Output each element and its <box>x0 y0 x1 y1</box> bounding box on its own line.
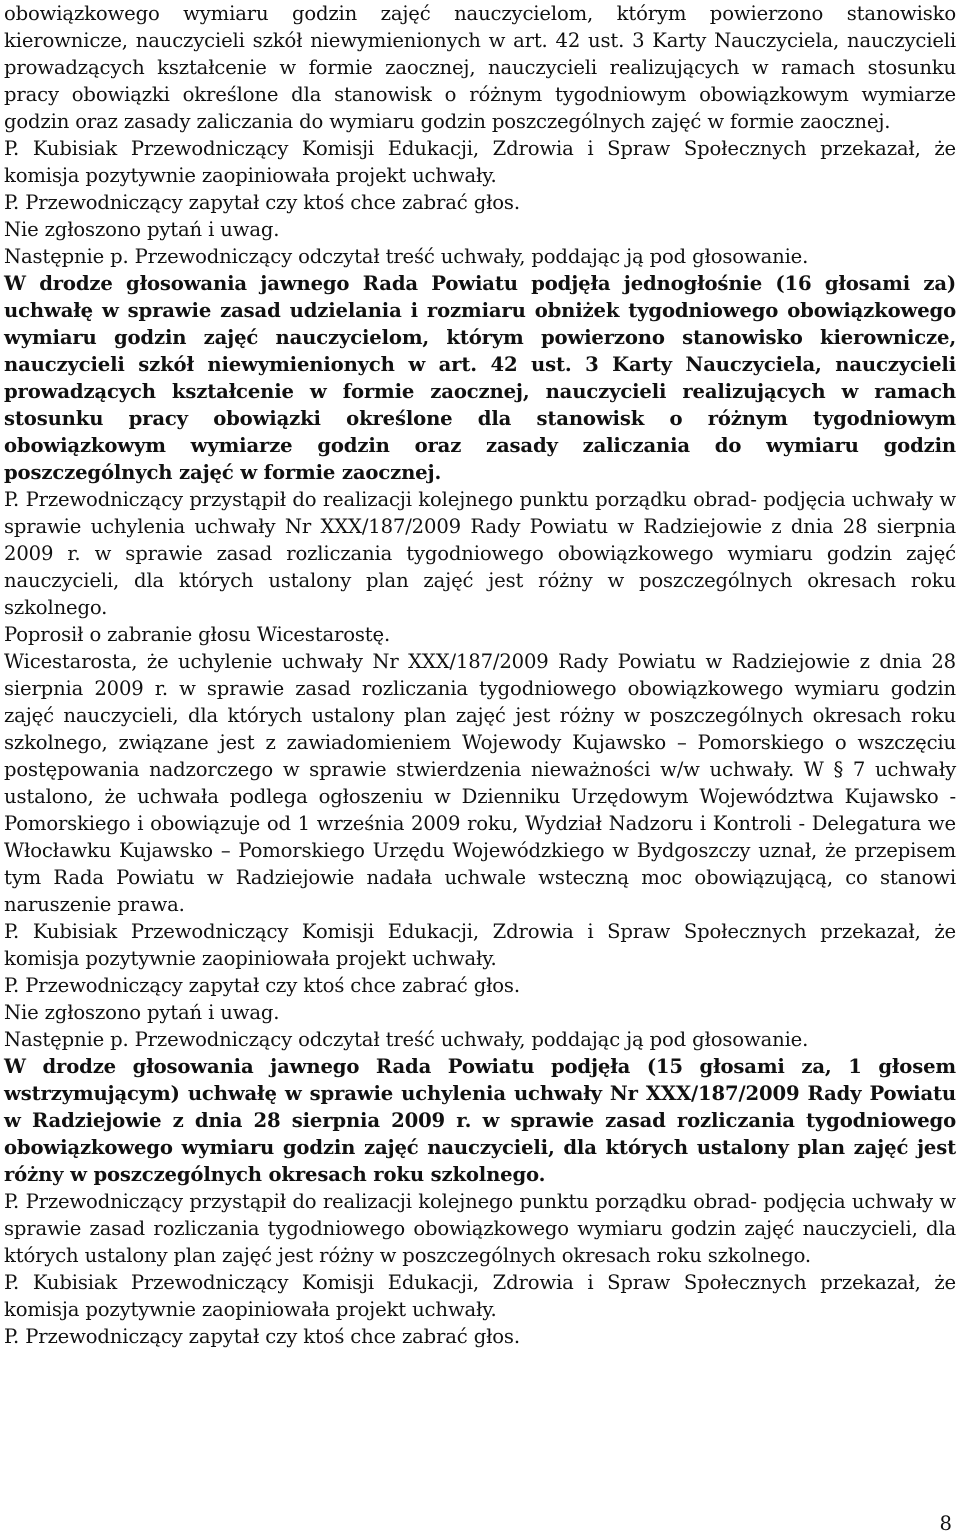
page-number: 8 <box>939 1512 952 1535</box>
document-page <box>4 0 956 1350</box>
resolution-paragraph-2: W drodze głosowania jawnego Rada Powiatu podjęła (15 głosami za, 1 głosem wstrzymującym) uchwałę w sprawie uchylenia uchwały Nr XXX/187/2009 Rady Powiatu w Radziejowie z dnia 28 sierpnia 2009 r. w sprawie zasad rozliczania tygodniowego obowiązkowego wymiaru godzin zajęć nauczycieli, dla których ustalony plan zajęć jest różny w poszczególnych okresach roku szkolnego. <box>4 1055 956 1186</box>
paragraph-7: P. Przewodniczący przystąpił do realizacji kolejnego punktu porządku obrad- podjęcia uchwały w sprawie uchylenia uchwały Nr XXX/187/2009 Rady Powiatu w Radziejowie z dnia 28 sierpnia 2009 r. w sprawie zasad rozliczania tygodniowego obowiązkowego wymiaru godzin zajęć nauczycieli, dla których ustalony plan zajęć jest różny w poszczególnych okresach roku szkolnego. <box>4 488 956 619</box>
paragraph-5: Następnie p. Przewodniczący odczytał treść uchwały, poddając ją pod głosowanie. <box>4 245 809 268</box>
paragraph-1: obowiązkowego wymiaru godzin zajęć nauczycielom, którym powierzono stanowisko kierownicze, nauczycieli szkół niewymienionych w art. 42 ust. 3 Karty Nauczyciela, nauczycieli prowadzących kształcenie w formie zaocznej, nauczycieli realizujących w ramach stosunku pracy obowiązki określone dla stanowisk o różnym tygodniowym obowiązkowym wymiarze godzin oraz zasady zaliczania do wymiaru godzin poszczególnych zajęć w formie zaocznej. <box>4 2 956 133</box>
paragraph-11: P. Przewodniczący zapytał czy ktoś chce zabrać głos. <box>4 974 520 997</box>
paragraph-2: P. Kubisiak Przewodniczący Komisji Edukacji, Zdrowia i Spraw Społecznych przekazał, że komisja pozytywnie zaopiniowała projekt uchwały. <box>4 137 956 187</box>
paragraph-15: P. Przewodniczący przystąpił do realizacji kolejnego punktu porządku obrad- podjęcia uchwały w sprawie zasad rozliczania tygodniowego obowiązkowego wymiaru godzin zajęć nauczycieli, dla których ustalony plan zajęć jest różny w poszczególnych okresach roku szkolnego. <box>4 1190 956 1267</box>
resolution-paragraph-1: W drodze głosowania jawnego Rada Powiatu podjęła jednogłośnie (16 głosami za) uchwałę w sprawie zasad udzielania i rozmiaru obniżek tygodniowego obowiązkowego wymiaru godzin zajęć nauczycielom, którym powierzono stanowisko kierownicze, nauczycieli szkół niewymienionych w art. 42 ust. 3 Karty Nauczyciela, nauczycieli prowadzących kształcenie w formie zaocznej, nauczycieli realizujących w ramach stosunku pracy obowiązki określone dla stanowisk o różnym tygodniowym obowiązkowym wymiarze godzin oraz zasady zaliczania do wymiaru godzin poszczególnych zajęć w formie zaocznej. <box>4 272 956 484</box>
paragraph-10: P. Kubisiak Przewodniczący Komisji Edukacji, Zdrowia i Spraw Społecznych przekazał, że komisja pozytywnie zaopiniowała projekt uchwały. <box>4 920 956 970</box>
paragraph-9: Wicestarosta, że uchylenie uchwały Nr XXX/187/2009 Rady Powiatu w Radziejowie z dnia 28 sierpnia 2009 r. w sprawie zasad rozliczania tygodniowego obowiązkowego wymiaru godzin zajęć nauczycieli, dla których ustalony plan zajęć jest różny w poszczególnych okresach roku szkolnego, związane jest z zawiadomieniem Wojewody Kujawsko – Pomorskiego o wszczęciu postępowania nadzorczego w sprawie stwierdzenia nieważności w/w uchwały. W § 7 uchwały ustalono, że uchwała podlega ogłoszeniu w Dzienniku Urzędowym Województwa Kujawsko - Pomorskiego i obowiązuje od 1 września 2009 roku, Wydział Nadzoru i Kontroli - Delegatura we Włocławku Kujawsko – Pomorskiego Urzędu Wojewódzkiego w Bydgoszczy uznał, że przepisem tym Rada Powiatu w Radziejowie nadała uchwale wsteczną moc obowiązującą, co stanowi naruszenie prawa. <box>4 650 956 916</box>
paragraph-12: Nie zgłoszono pytań i uwag. <box>4 1001 280 1024</box>
paragraph-8: Poprosił o zabranie głosu Wicestarostę. <box>4 623 391 646</box>
paragraph-3: P. Przewodniczący zapytał czy ktoś chce zabrać głos. <box>4 191 520 214</box>
paragraph-16: P. Kubisiak Przewodniczący Komisji Edukacji, Zdrowia i Spraw Społecznych przekazał, że komisja pozytywnie zaopiniowała projekt uchwały. <box>4 1271 956 1321</box>
paragraph-17: P. Przewodniczący zapytał czy ktoś chce zabrać głos. <box>4 1325 520 1348</box>
paragraph-13: Następnie p. Przewodniczący odczytał treść uchwały, poddając ją pod głosowanie. <box>4 1028 809 1051</box>
paragraph-4: Nie zgłoszono pytań i uwag. <box>4 218 280 241</box>
